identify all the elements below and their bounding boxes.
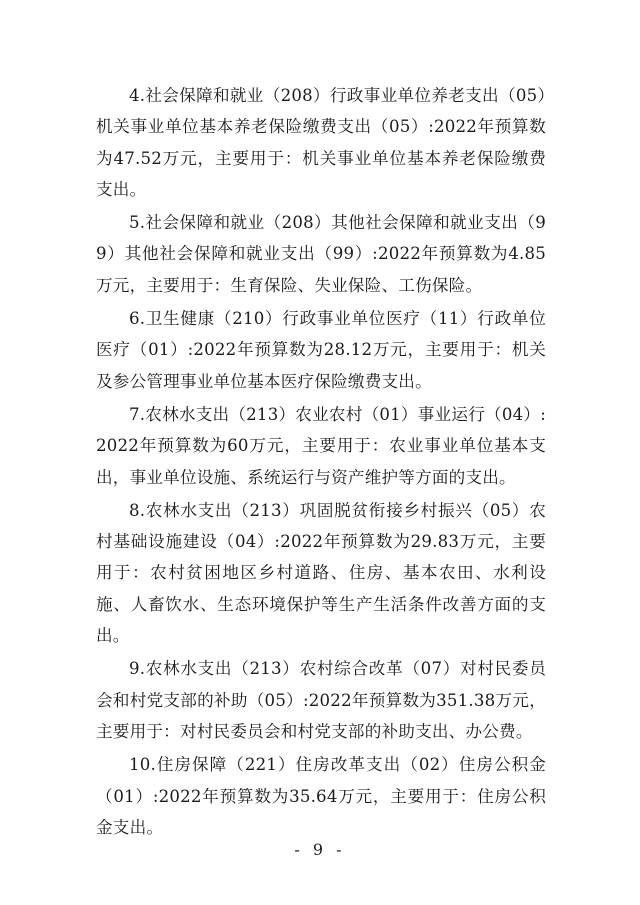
document-body [96, 80, 546, 845]
paragraph-item-5: 5.社会保障和就业（208）其他社会保障和就业支出（99）其他社会保障和就业支出（99）:2022年预算数为4.85万元，主要用于：生育保险、失业保险、工伤保险。 [96, 213, 546, 295]
paragraph-item-10: 10.住房保障（221）住房改革支出（02）住房公积金（01）:2022年预算数为35.64万元，主要用于：住房公积金支出。 [96, 755, 546, 837]
paragraph-item-6: 6.卫生健康（210）行政事业单位医疗（11）行政单位医疗（01）:2022年预算数为28.12万元，主要用于：机关及参公管理事业单位基本医疗保险缴费支出。 [96, 309, 546, 391]
paragraph-item-9: 9.农林水支出（213）农村综合改革（07）对村民委员会和村党支部的补助（05）:2022年预算数为351.38万元，主要用于：对村民委员会和村党支部的补助支出、办公费。 [96, 659, 546, 741]
paragraph-item-8: 8.农林水支出（213）巩固脱贫衔接乡村振兴（05）农村基础设施建设（04）:2022年预算数为29.83万元，主要用于：农村贫困地区乡村道路、住房、基本农田、水利设施、人畜饮水、生态环境保护等生产生活条件改善方面的支出。 [96, 500, 546, 646]
paragraph-item-4: 4.社会保障和就业（208）行政事业单位养老支出（05）机关事业单位基本养老保险缴费支出（05）:2022年预算数为47.52万元，主要用于：机关事业单位基本养老保险缴费支出。 [96, 86, 546, 199]
page-number: - 9 - [294, 840, 346, 859]
paragraph-item-7: 7.农林水支出（213）农业农村（01）事业运行（04）:2022年预算数为60万元，主要用于：农业事业单位基本支出，事业单位设施、系统运行与资产维护等方面的支出。 [96, 404, 546, 487]
